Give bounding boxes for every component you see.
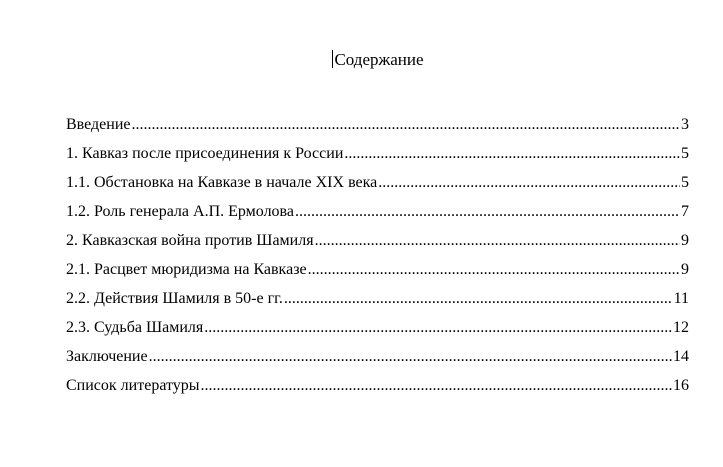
toc-dot-leader bbox=[201, 375, 672, 397]
toc-entry-title: 2.1. Расцвет мюридизма на Кавказе bbox=[66, 261, 307, 278]
toc-dot-leader bbox=[315, 230, 680, 252]
toc-entry-page: 3 bbox=[681, 116, 689, 133]
toc-dot-leader bbox=[308, 259, 680, 281]
toc-entry[interactable] bbox=[66, 114, 689, 143]
toc-entry-page: 9 bbox=[681, 261, 689, 278]
toc-dot-leader bbox=[295, 201, 680, 223]
toc-entry-page: 5 bbox=[681, 145, 689, 162]
toc-heading bbox=[0, 49, 723, 71]
toc-entry[interactable] bbox=[66, 143, 689, 172]
toc-entry-page: 9 bbox=[681, 232, 689, 249]
toc-entry-title: 1.1. Обстановка на Кавказе в начале XIX века bbox=[66, 174, 378, 191]
toc-entry[interactable] bbox=[66, 288, 689, 317]
table-of-contents bbox=[66, 114, 689, 404]
toc-entry-page: 14 bbox=[673, 348, 689, 365]
toc-dot-leader bbox=[378, 172, 680, 194]
toc-entry-page: 11 bbox=[673, 290, 689, 307]
toc-entry[interactable] bbox=[66, 201, 689, 230]
toc-entry-title: Введение bbox=[66, 116, 131, 133]
toc-entry[interactable] bbox=[66, 230, 689, 259]
toc-entry-page: 12 bbox=[673, 319, 689, 336]
toc-entry-title: 1.2. Роль генерала А.П. Ермолова bbox=[66, 203, 294, 220]
toc-entry-page: 5 bbox=[681, 174, 689, 191]
toc-dot-leader bbox=[344, 143, 680, 165]
toc-entry-title: 2. Кавказская война против Шамиля bbox=[66, 232, 314, 249]
toc-heading-text: Содержание bbox=[334, 50, 424, 69]
toc-entry-title: 1. Кавказ после присоединения к России bbox=[66, 145, 344, 162]
toc-dot-leader bbox=[284, 288, 673, 310]
toc-dot-leader bbox=[204, 317, 672, 339]
toc-entry-page: 7 bbox=[681, 203, 689, 220]
toc-entry[interactable] bbox=[66, 172, 689, 201]
toc-entry-title: 2.2. Действия Шамиля в 50-е гг. bbox=[66, 290, 283, 307]
toc-entry[interactable] bbox=[66, 346, 689, 375]
toc-entry-title: Список литературы bbox=[66, 377, 200, 394]
toc-entry[interactable] bbox=[66, 317, 689, 346]
toc-dot-leader bbox=[132, 114, 681, 136]
toc-entry[interactable] bbox=[66, 375, 689, 404]
toc-entry-title: 2.3. Судьба Шамиля bbox=[66, 319, 204, 336]
toc-dot-leader bbox=[149, 346, 672, 368]
toc-entry-page: 16 bbox=[673, 377, 689, 394]
toc-entry-title: Заключение bbox=[66, 348, 148, 365]
toc-entry[interactable] bbox=[66, 259, 689, 288]
